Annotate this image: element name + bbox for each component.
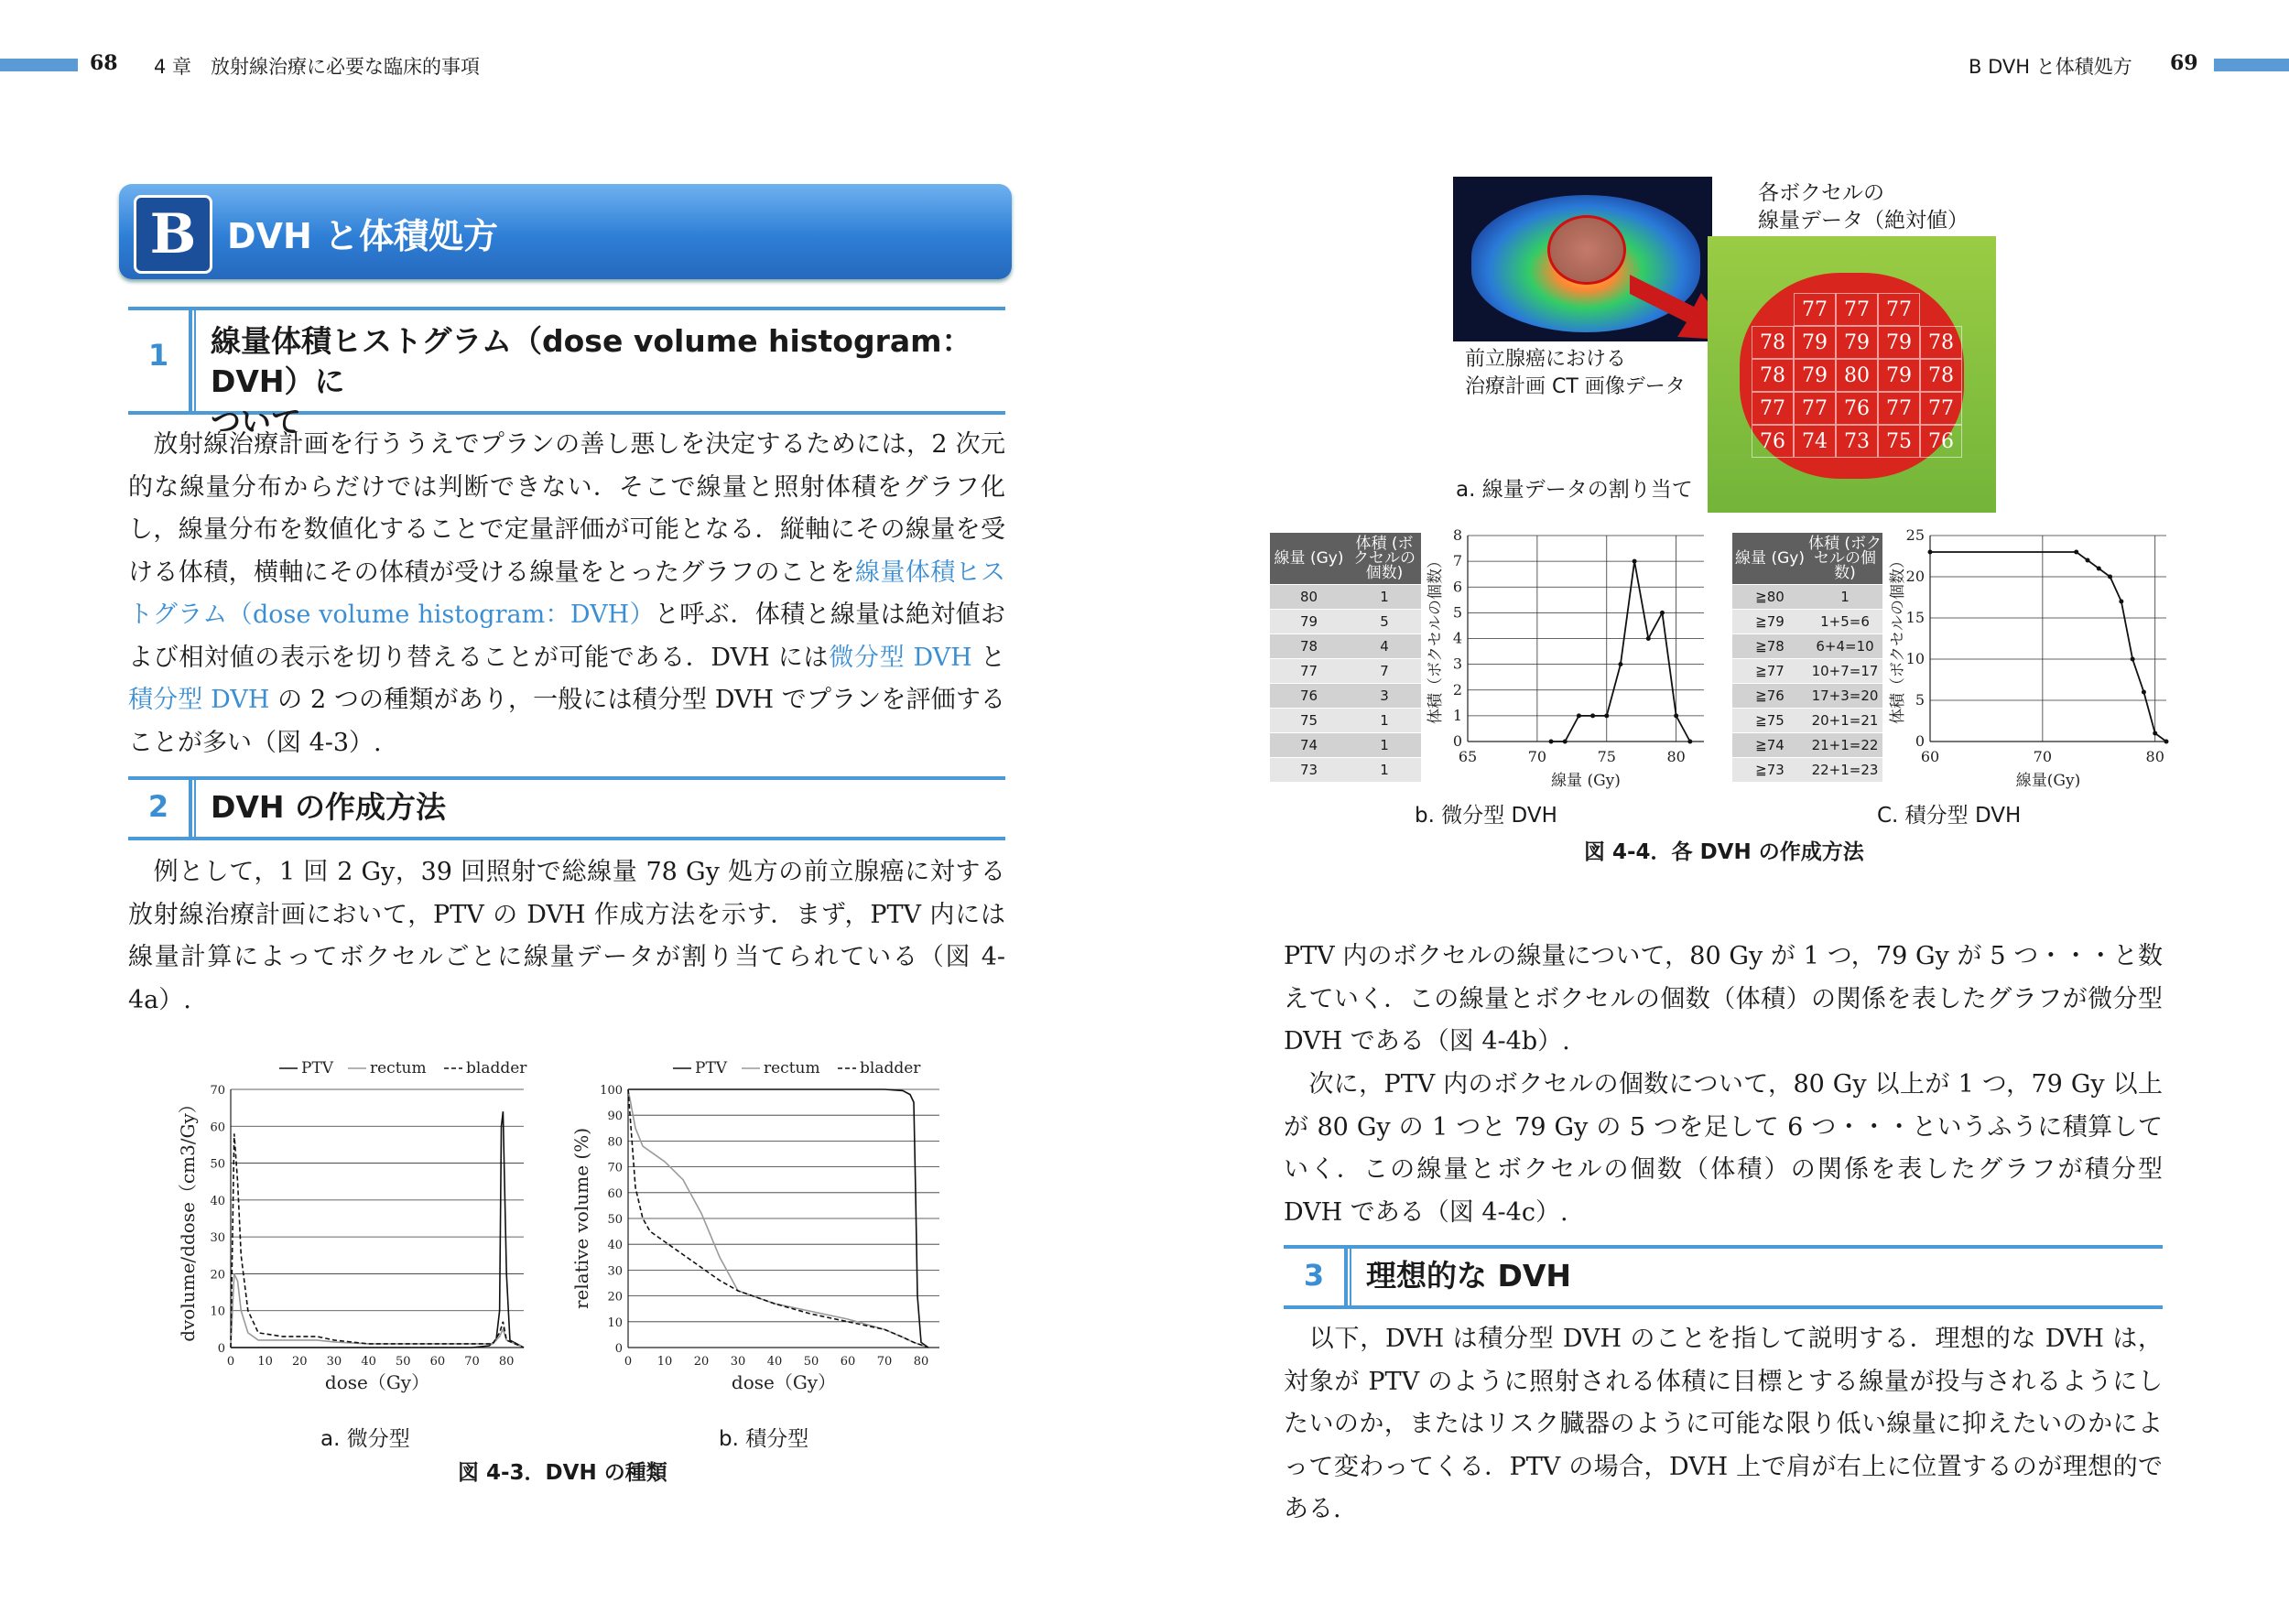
y-tick-label: 60 xyxy=(210,1121,225,1135)
section-rule xyxy=(194,780,196,837)
voxel-cell: 78 xyxy=(1920,359,1962,392)
voxel-cell: 78 xyxy=(1752,326,1794,359)
y-tick-label: 2 xyxy=(1452,680,1462,698)
table-c-header-dose: 線量 (Gy) xyxy=(1732,533,1807,585)
x-tick-label: 20 xyxy=(292,1355,308,1369)
table-b-volume-cell: 3 xyxy=(1348,684,1421,709)
data-point xyxy=(2131,657,2135,662)
figure-4-4c-chart xyxy=(1886,526,2179,792)
table-row xyxy=(1270,758,1421,783)
figure-4-4b-label: b. 微分型 DVH xyxy=(1415,804,1557,828)
series-line-ptv xyxy=(1551,561,1690,742)
x-tick-label: 70 xyxy=(464,1355,480,1369)
table-c-volume-cell: 6+4=10 xyxy=(1807,634,1882,659)
section-3-number: 3 xyxy=(1303,1258,1325,1293)
x-tick-label: 75 xyxy=(1597,748,1616,765)
table-row xyxy=(1732,709,1882,733)
x-tick-label: 70 xyxy=(2033,748,2053,765)
x-tick-label: 40 xyxy=(766,1355,783,1369)
y-tick-label: 60 xyxy=(607,1186,623,1201)
y-tick-label: 70 xyxy=(210,1084,225,1098)
voxel-cell: 79 xyxy=(1836,326,1878,359)
data-point xyxy=(1928,550,1933,555)
figure-4-3b-label: b. 積分型 xyxy=(719,1427,809,1451)
data-point xyxy=(1633,559,1637,564)
chapter-letter-badge: B xyxy=(134,195,212,274)
table-b-header-volume: 体積 (ボクセルの個数) xyxy=(1348,533,1421,585)
data-point xyxy=(1646,636,1651,641)
figure-4-3a-label: a. 微分型 xyxy=(320,1427,410,1451)
table-c-volume-cell: 17+3=20 xyxy=(1807,684,1882,709)
table-row xyxy=(1732,659,1882,684)
section-2-paragraph: 例として，1 回 2 Gy，39 回照射で総線量 78 Gy 処方の前立腺癌に対する放射線治療計画において，PTV の DVH 作成方法を示す．まず，PTV 内には線量計算によってボクセルごとに線量データが割り当てられている（図 4-4a）. xyxy=(128,858,1005,1014)
table-row xyxy=(1732,610,1882,634)
voxel-cell: 75 xyxy=(1878,425,1920,458)
data-point xyxy=(1618,662,1622,666)
table-b-volume-cell: 1 xyxy=(1348,585,1421,610)
data-point xyxy=(1674,713,1678,718)
legend-label-rectum: rectum xyxy=(370,1059,427,1077)
figure-4-4b-chart xyxy=(1424,526,1708,792)
y-tick-label: 10 xyxy=(607,1315,623,1330)
section-2-title: DVH の作成方法 xyxy=(211,789,447,825)
voxel-cell xyxy=(1752,293,1794,326)
table-c-dose-cell: ≧77 xyxy=(1732,659,1807,684)
voxel-cell xyxy=(1920,293,1962,326)
table-b-volume-cell: 7 xyxy=(1348,659,1421,684)
data-point xyxy=(1687,740,1692,744)
table-b-dose-cell: 74 xyxy=(1270,733,1348,758)
table-b-volume-cell: 4 xyxy=(1348,634,1421,659)
y-tick-label: 20 xyxy=(210,1268,225,1283)
y-tick-label: 10 xyxy=(1905,650,1925,667)
y-tick-label: 0 xyxy=(1452,732,1462,750)
table-b-volume-cell: 1 xyxy=(1348,709,1421,733)
x-tick-label: 80 xyxy=(498,1355,515,1369)
x-tick-label: 10 xyxy=(257,1355,273,1369)
table-c-dose-cell: ≧78 xyxy=(1732,634,1807,659)
voxel-cell: 77 xyxy=(1878,293,1920,326)
table-b-dose-cell: 77 xyxy=(1270,659,1348,684)
voxel-cell: 78 xyxy=(1752,359,1794,392)
voxel-cell: 80 xyxy=(1836,359,1878,392)
right-page-number: 69 xyxy=(2170,51,2198,75)
table-c-dose-cell: ≧74 xyxy=(1732,733,1807,758)
y-tick-label: 8 xyxy=(1452,526,1462,544)
voxel-cell: 76 xyxy=(1836,392,1878,425)
data-point xyxy=(2097,567,2101,571)
x-tick-label: 80 xyxy=(2145,748,2164,765)
table-b-dose-cell: 75 xyxy=(1270,709,1348,733)
highlight-term-dvh: 線量体積ヒストグラム（dose volume histogram：DVH） xyxy=(128,558,1005,629)
figure-4-4c-label: C. 積分型 DVH xyxy=(1877,804,2022,828)
y-tick-label: 30 xyxy=(607,1264,623,1279)
voxel-cell: 77 xyxy=(1794,293,1836,326)
data-point xyxy=(1660,611,1665,615)
y-tick-label: 6 xyxy=(1452,578,1462,596)
y-tick-label: 1 xyxy=(1452,706,1462,724)
ct-label xyxy=(1465,346,1686,401)
y-tick-label: 5 xyxy=(1915,691,1925,709)
voxel-cell: 77 xyxy=(1878,392,1920,425)
section-1-number: 1 xyxy=(147,338,169,373)
y-tick-label: 30 xyxy=(210,1231,225,1246)
header-bar-right xyxy=(2214,59,2289,71)
y-tick-label: 25 xyxy=(1905,526,1925,544)
table-b-volume-cell: 5 xyxy=(1348,610,1421,634)
figure-4-4-caption: 図 4-4．各 DVH の作成方法 xyxy=(1584,840,1864,864)
data-point xyxy=(2108,575,2112,579)
left-page-number: 68 xyxy=(90,51,118,75)
table-row xyxy=(1270,709,1421,733)
legend-label-ptv: PTV xyxy=(301,1059,334,1077)
ct-label-line1: 前立腺癌における xyxy=(1465,348,1627,371)
voxel-cell: 76 xyxy=(1920,425,1962,458)
table-c-dose-cell: ≧75 xyxy=(1732,709,1807,733)
x-tick-label: 80 xyxy=(913,1355,929,1369)
data-point xyxy=(2164,740,2169,744)
x-tick-label: 0 xyxy=(624,1355,633,1369)
table-row xyxy=(1270,733,1421,758)
x-axis-label: 線量 (Gy) xyxy=(1551,772,1621,790)
table-c-dose-cell: ≧79 xyxy=(1732,610,1807,634)
text-run: の 2 つの種類があり，一般には積分型 DVH でプランを評価することが多い（図 4-3）. xyxy=(128,686,1005,757)
voxel-grid xyxy=(1752,293,1962,458)
x-tick-label: 50 xyxy=(395,1355,411,1369)
left-running-title: 4 章 放射線治療に必要な臨床的事項 xyxy=(154,56,481,78)
y-axis-label: relative volume (%) xyxy=(570,1127,592,1310)
y-axis-label: 体積（ボクセルの個数） xyxy=(1889,553,1907,724)
y-tick-label: 0 xyxy=(1915,732,1925,750)
voxel-cell: 79 xyxy=(1794,359,1836,392)
y-tick-label: 40 xyxy=(210,1194,225,1208)
voxel-cell: 79 xyxy=(1878,359,1920,392)
voxel-label-line2: 線量データ（絶対値） xyxy=(1758,209,1969,233)
table-row xyxy=(1732,733,1882,758)
y-tick-label: 20 xyxy=(1905,568,1925,585)
figure-4-3-caption: 図 4-3．DVH の種類 xyxy=(458,1461,667,1485)
x-axis-label: dose（Gy） xyxy=(324,1371,430,1393)
table-b-volume-cell: 1 xyxy=(1348,733,1421,758)
table-row xyxy=(1270,684,1421,709)
section-rule xyxy=(1350,1249,1351,1305)
x-tick-label: 10 xyxy=(656,1355,673,1369)
voxel-cell: 76 xyxy=(1752,425,1794,458)
y-tick-label: 4 xyxy=(1452,629,1462,647)
section-3-heading xyxy=(1284,1245,2163,1309)
section-1-heading xyxy=(128,307,1005,439)
data-point xyxy=(1577,713,1581,718)
highlight-term-differential: 微分型 DVH xyxy=(829,643,972,672)
data-point xyxy=(1549,740,1554,744)
text-run: 放射線治療計画を行ううえでプランの善し悪しを決定するためには，2 次元的な線量分布からだけでは判断できない．そこで線量と照射体積をグラフ化し，線量分布を数値化することで定量評価が可能となる．縦軸にその線量を受ける体積，横軸にその体積が受ける線量をとったグラフのことを xyxy=(128,430,1005,587)
x-axis-label: dose（Gy） xyxy=(731,1371,837,1393)
section-1-paragraph xyxy=(128,424,1005,764)
voxel-cell: 79 xyxy=(1794,326,1836,359)
y-tick-label: 50 xyxy=(607,1213,623,1227)
table-c-header-volume: 体積 (ボクセルの個数) xyxy=(1807,533,1882,585)
section-3-paragraph: 以下，DVH は積分型 DVH のことを指して説明する．理想的な DVH は，対象が PTV のように照射される体積に目標とする線量が投与されるようにしたいのか，またはリスク臓器のように可能な限り低い線量に抑えたいのかによって変わってくる．PTV の場合，DVH 上で肩が右上に位置するのが理想的である. xyxy=(1284,1325,2163,1523)
voxel-cell: 77 xyxy=(1752,392,1794,425)
dose-volume-table-b xyxy=(1270,533,1421,783)
voxel-cell: 77 xyxy=(1920,392,1962,425)
table-c-volume-cell: 22+1=23 xyxy=(1807,758,1882,783)
y-tick-label: 3 xyxy=(1452,655,1462,673)
figure-4-3a-chart xyxy=(156,1057,559,1424)
y-tick-label: 0 xyxy=(217,1342,225,1356)
section-rule xyxy=(194,310,196,411)
data-point xyxy=(1590,713,1595,718)
right-paragraph-2: 次に，PTV 内のボクセルの個数について，80 Gy 以上が 1 つ，79 Gy 以上が 80 Gy の 1 つと 79 Gy の 5 つを足して 6 つ・・・というふうに積算していく．この線量とボクセルの個数（体積）の関係を表したグラフが積分型 DVH である（図 4-4c）. xyxy=(1284,1070,2163,1227)
x-tick-label: 0 xyxy=(226,1355,235,1369)
table-row xyxy=(1732,585,1882,610)
series-line-ptv xyxy=(231,1111,524,1348)
x-tick-label: 40 xyxy=(361,1355,376,1369)
data-point xyxy=(2086,558,2090,563)
x-tick-label: 30 xyxy=(326,1355,342,1369)
table-b-dose-cell: 73 xyxy=(1270,758,1348,783)
table-row xyxy=(1270,585,1421,610)
section-rule xyxy=(1344,1249,1348,1305)
x-tick-label: 20 xyxy=(693,1355,710,1369)
table-c-dose-cell: ≧73 xyxy=(1732,758,1807,783)
legend-label-bladder: bladder xyxy=(860,1059,921,1077)
table-b-volume-cell: 1 xyxy=(1348,758,1421,783)
table-differential xyxy=(1270,533,1421,783)
data-point xyxy=(1604,713,1609,718)
voxel-label-line1: 各ボクセルの xyxy=(1758,181,1884,205)
section-1-title-line1: 線量体積ヒストグラム（dose volume histogram：DVH）に xyxy=(211,323,972,399)
y-tick-label: 10 xyxy=(210,1305,225,1319)
x-tick-label: 70 xyxy=(876,1355,893,1369)
right-running-title: B DVH と体積処方 xyxy=(1969,56,2132,78)
section-3-title: 理想的な DVH xyxy=(1366,1258,1572,1294)
x-tick-label: 70 xyxy=(1527,748,1547,765)
y-tick-label: 15 xyxy=(1905,609,1925,626)
voxel-cell: 73 xyxy=(1836,425,1878,458)
table-row xyxy=(1732,684,1882,709)
text-run: と呼ぶ．体積と線量は絶対値および相対値の表示を切り替えることが可能である．DVH には xyxy=(128,601,1005,672)
data-point xyxy=(2074,550,2078,555)
table-c-dose-cell: ≧76 xyxy=(1732,684,1807,709)
table-c-dose-cell: ≧80 xyxy=(1732,585,1807,610)
right-paragraph-1: PTV 内のボクセルの線量について，80 Gy が 1 つ，79 Gy が 5 つ・・・と数えていく．この線量とボクセルの個数（体積）の関係を表したグラフが微分型 DVH である（図 4-4b）. xyxy=(1284,942,2163,1056)
table-b-header-dose: 線量 (Gy) xyxy=(1270,533,1348,585)
table-c-volume-cell: 1+5=6 xyxy=(1807,610,1882,634)
y-tick-label: 70 xyxy=(607,1161,623,1175)
chapter-title: DVH と体積処方 xyxy=(227,216,498,256)
x-axis-label: 線量(Gy) xyxy=(2015,772,2081,790)
figure-4-4a-label: a. 線量データの割り当て xyxy=(1456,478,1693,502)
data-point xyxy=(2153,731,2157,736)
x-tick-label: 80 xyxy=(1666,748,1686,765)
table-cumulative xyxy=(1732,533,1882,783)
voxel-cell: 78 xyxy=(1920,326,1962,359)
x-tick-label: 60 xyxy=(840,1355,856,1369)
legend-label-bladder: bladder xyxy=(466,1059,527,1077)
chapter-heading xyxy=(119,184,1012,279)
table-row xyxy=(1270,659,1421,684)
table-b-dose-cell: 79 xyxy=(1270,610,1348,634)
y-tick-label: 50 xyxy=(210,1157,225,1172)
data-point xyxy=(2142,690,2146,695)
section-2-number: 2 xyxy=(147,789,169,824)
highlight-term-cumulative: 積分型 DVH xyxy=(128,686,270,714)
y-tick-label: 7 xyxy=(1452,552,1462,570)
dose-volume-table-c xyxy=(1732,533,1882,783)
x-tick-label: 50 xyxy=(803,1355,819,1369)
voxel-cell: 74 xyxy=(1794,425,1836,458)
section-1-title-line2: ついて xyxy=(211,404,301,439)
section-rule xyxy=(189,310,192,411)
data-point xyxy=(2119,600,2123,604)
y-tick-label: 5 xyxy=(1452,603,1462,622)
header-bar-left xyxy=(0,59,78,71)
table-row xyxy=(1732,758,1882,783)
ct-target-circle xyxy=(1547,215,1626,285)
y-tick-label: 90 xyxy=(607,1110,623,1124)
text-run: と xyxy=(971,643,1005,672)
table-b-dose-cell: 76 xyxy=(1270,684,1348,709)
table-row xyxy=(1732,634,1882,659)
table-c-volume-cell: 1 xyxy=(1807,585,1882,610)
table-row xyxy=(1270,610,1421,634)
y-tick-label: 100 xyxy=(600,1084,623,1098)
table-c-volume-cell: 10+7=17 xyxy=(1807,659,1882,684)
data-point xyxy=(1563,740,1568,744)
series-line-ptv xyxy=(1930,552,2166,742)
y-axis-label: 体積（ボクセルの個数） xyxy=(1427,553,1445,724)
legend-label-rectum: rectum xyxy=(764,1059,820,1077)
voxel-cell: 77 xyxy=(1836,293,1878,326)
voxel-label xyxy=(1758,179,1969,234)
figure-4-3b-chart xyxy=(549,1057,971,1424)
x-tick-label: 60 xyxy=(429,1355,446,1369)
y-tick-label: 0 xyxy=(614,1342,623,1356)
y-axis-label: dvolume/ddose（cm3/Gy） xyxy=(177,1095,199,1342)
x-tick-label: 65 xyxy=(1458,748,1478,765)
x-tick-label: 30 xyxy=(730,1355,746,1369)
table-b-dose-cell: 78 xyxy=(1270,634,1348,659)
table-c-volume-cell: 21+1=22 xyxy=(1807,733,1882,758)
ct-label-line2: 治療計画 CT 画像データ xyxy=(1465,375,1686,398)
table-row xyxy=(1270,634,1421,659)
voxel-cell: 79 xyxy=(1878,326,1920,359)
y-tick-label: 80 xyxy=(607,1135,623,1150)
table-b-dose-cell: 80 xyxy=(1270,585,1348,610)
table-c-volume-cell: 20+1=21 xyxy=(1807,709,1882,733)
x-tick-label: 60 xyxy=(1920,748,1940,765)
series-line-bladder xyxy=(231,1133,524,1348)
y-tick-label: 40 xyxy=(607,1239,623,1253)
y-tick-label: 20 xyxy=(607,1290,623,1305)
voxel-cell: 77 xyxy=(1794,392,1836,425)
section-rule xyxy=(189,780,192,837)
section-2-heading xyxy=(128,776,1005,840)
legend-label-ptv: PTV xyxy=(695,1059,728,1077)
